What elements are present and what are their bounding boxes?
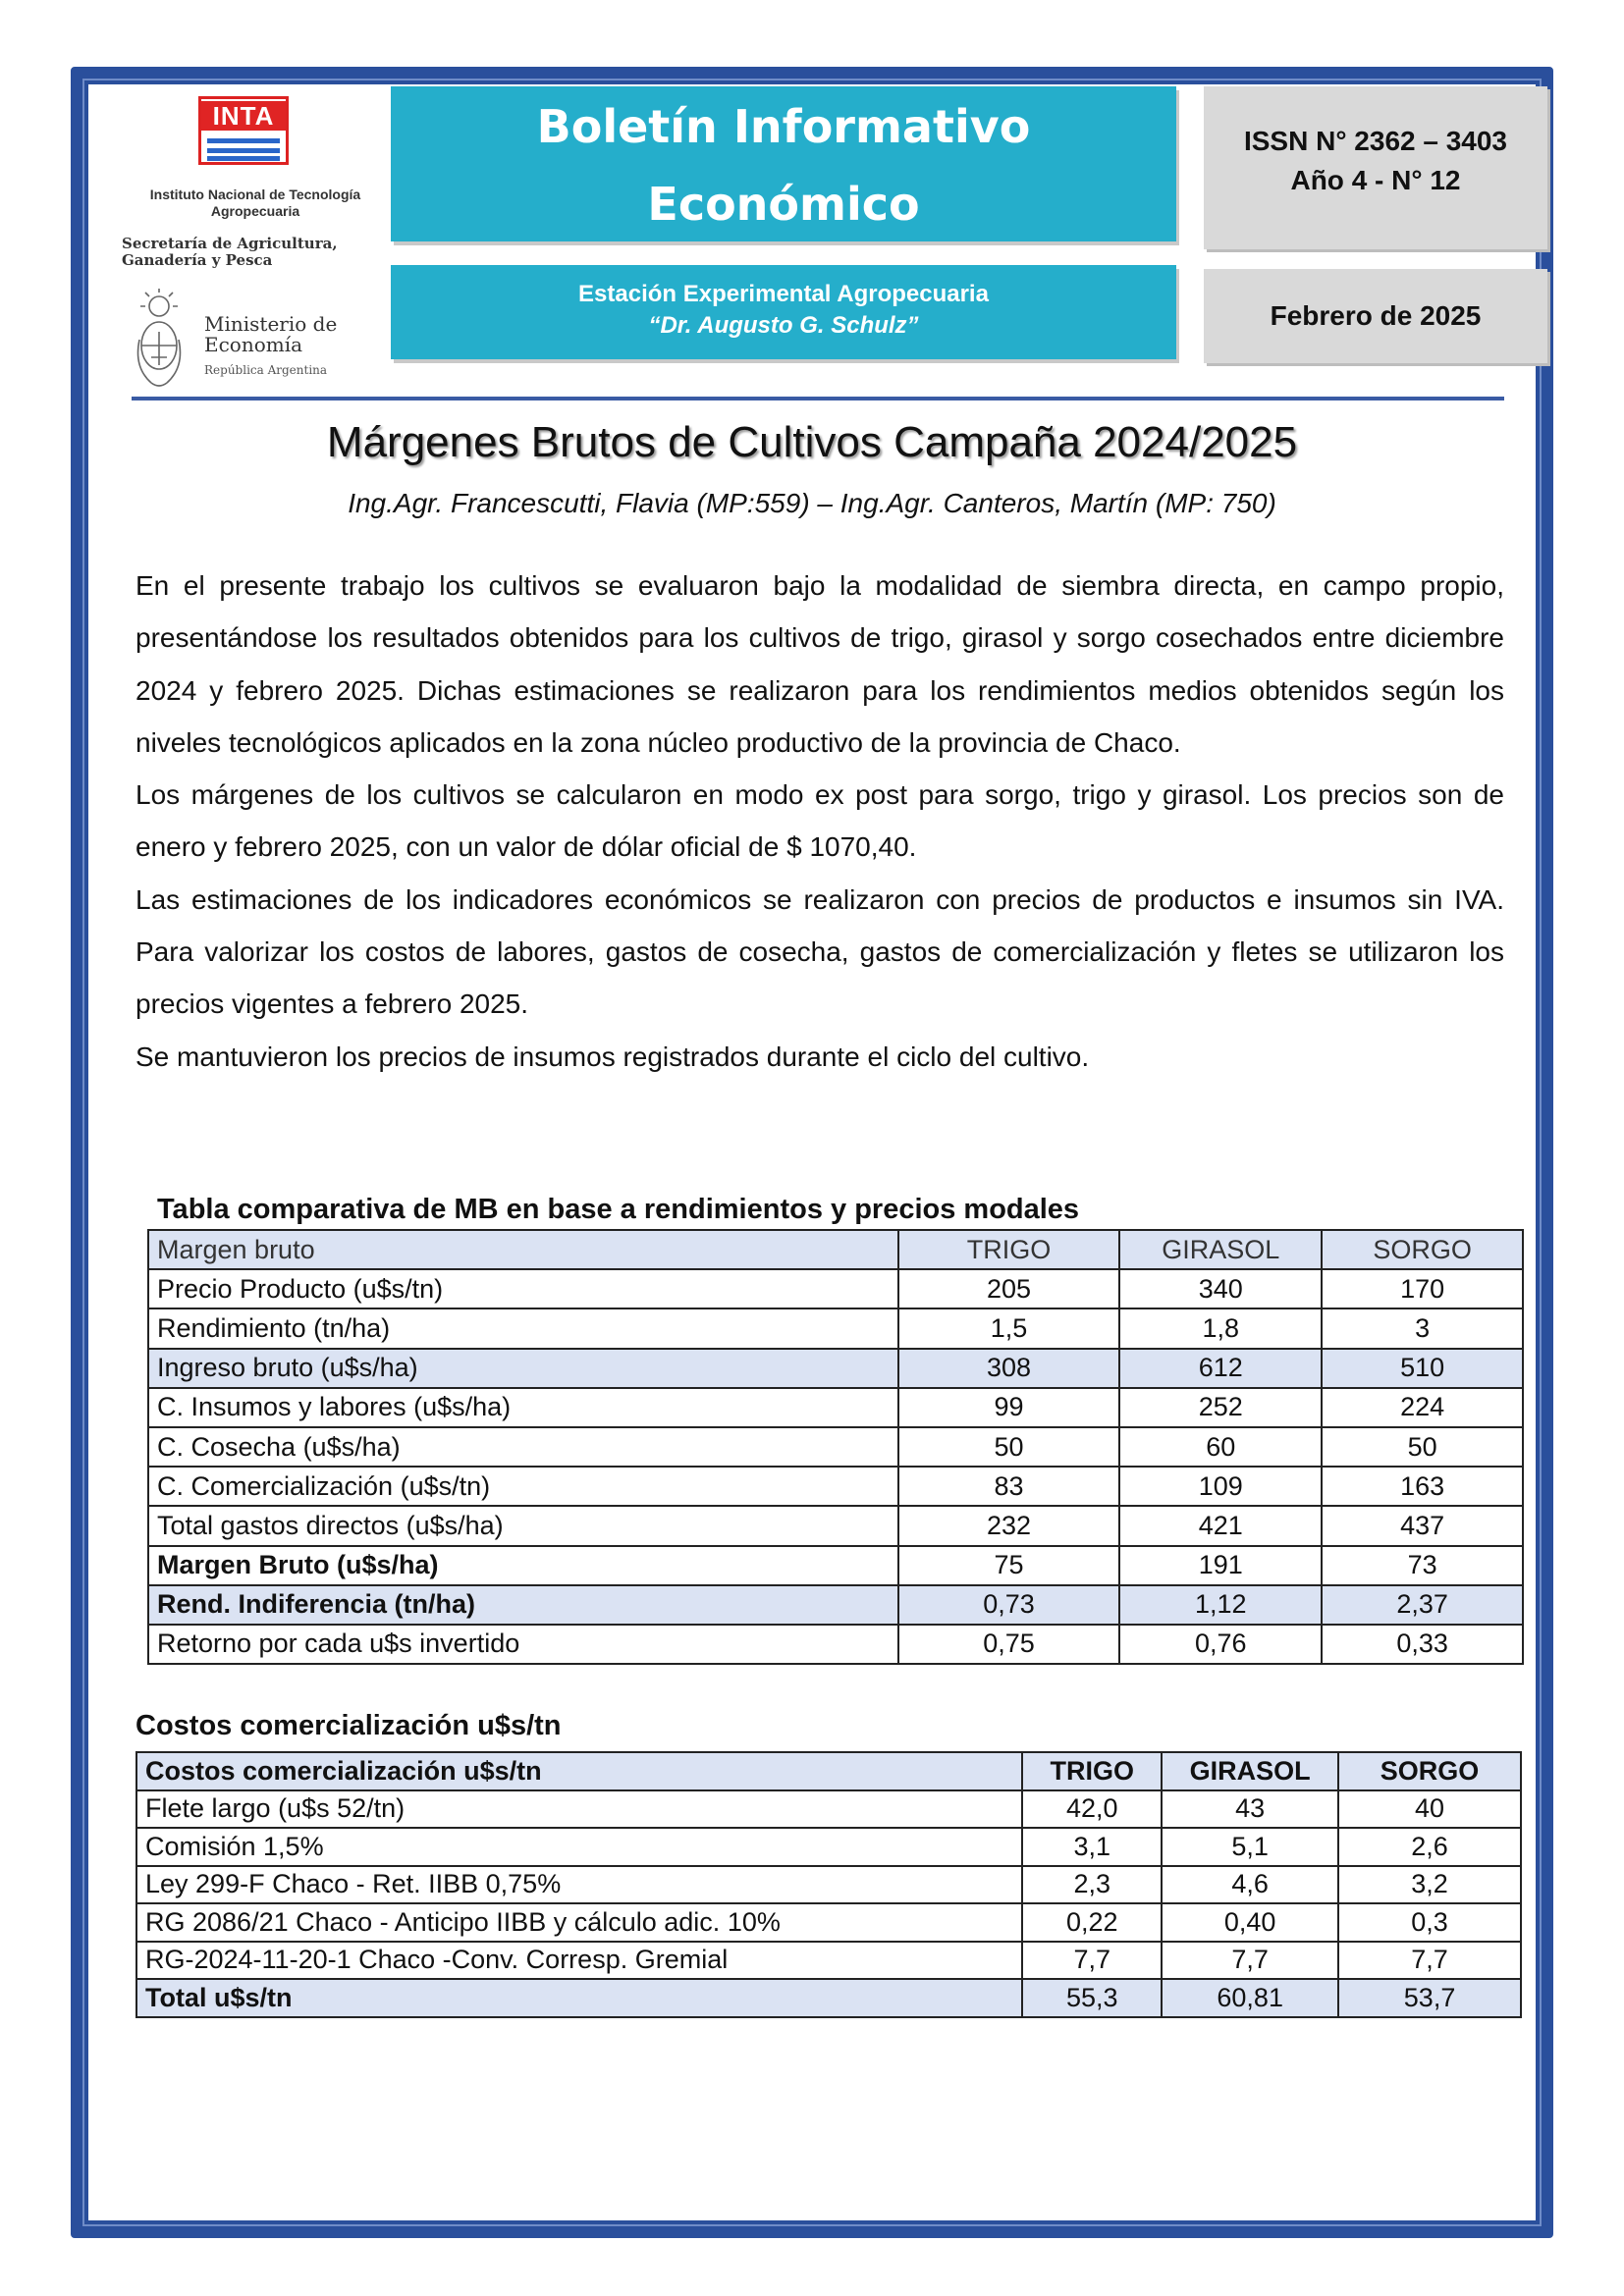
table-cell: 3,2 [1338, 1866, 1521, 1904]
table-cell: 7,7 [1162, 1942, 1338, 1980]
bulletin-title-line1: Boletín Informativo [536, 100, 1031, 153]
table-cell: 53,7 [1338, 1979, 1521, 2017]
table-cell: 50 [898, 1427, 1120, 1467]
station-name: Estación Experimental Agropecuaria [578, 281, 989, 307]
row-label: Ingreso bruto (u$s/ha) [148, 1349, 898, 1388]
table-row [148, 1427, 1523, 1467]
row-label: C. Comercialización (u$s/tn) [148, 1467, 898, 1506]
table-cell: 7,7 [1022, 1942, 1162, 1980]
table-cell: 163 [1322, 1467, 1523, 1506]
table-cell: 55,3 [1022, 1979, 1162, 2017]
header-divider [132, 397, 1504, 400]
table-header-row [148, 1230, 1523, 1269]
table-cell: 612 [1119, 1349, 1322, 1388]
table-row [148, 1467, 1523, 1506]
table-cell: 83 [898, 1467, 1120, 1506]
row-label: RG-2024-11-20-1 Chaco -Conv. Corresp. Gremial [136, 1942, 1022, 1980]
table-cell: 421 [1119, 1506, 1322, 1545]
column-header: TRIGO [1022, 1752, 1162, 1790]
table-cell: 60 [1119, 1427, 1322, 1467]
inta-logo [198, 96, 289, 165]
column-header: Costos comercialización u$s/tn [136, 1752, 1022, 1790]
inta-logo-text: INTA [201, 101, 286, 131]
table-cell: 308 [898, 1349, 1120, 1388]
table-cell: 0,73 [898, 1585, 1120, 1625]
table-row [148, 1585, 1523, 1625]
table-cell: 2,6 [1338, 1828, 1521, 1866]
issue-number: Año 4 - N° 12 [1290, 165, 1461, 195]
table-cell: 205 [898, 1269, 1120, 1308]
marketing-costs-table [135, 1751, 1522, 2018]
gross-margin-table [147, 1229, 1524, 1665]
table-cell: 0,22 [1022, 1903, 1162, 1942]
table-cell: 43 [1162, 1790, 1338, 1829]
table-cell: 340 [1119, 1269, 1322, 1308]
row-label: Retorno por cada u$s invertido [148, 1625, 898, 1664]
table-cell: 0,3 [1338, 1903, 1521, 1942]
table-cell: 252 [1119, 1388, 1322, 1427]
issue-date: Febrero de 2025 [1270, 300, 1482, 331]
coat-of-arms-icon [132, 289, 187, 391]
table-cell: 42,0 [1022, 1790, 1162, 1829]
paragraph: Las estimaciones de los indicadores económicos se realizaron con precios de productos e insumos sin IVA. Para valorizar los costos de labores, gastos de cosecha, gastos de comercialización y fletes se utilizaron los precios vigentes a febrero 2025. [135, 883, 1504, 1020]
table-cell: 7,7 [1338, 1942, 1521, 1980]
paragraph: Se mantuvieron los precios de insumos registrados durante el ciclo del cultivo. [135, 1041, 1090, 1072]
table-cell: 437 [1322, 1506, 1523, 1545]
article-authors: Ing.Agr. Francescutti, Flavia (MP:559) – Ing.Agr. Canteros, Martín (MP: 750) [348, 488, 1276, 518]
bulletin-title-line2: Económico [647, 178, 920, 231]
table-cell: 191 [1119, 1546, 1322, 1585]
table-cell: 75 [898, 1546, 1120, 1585]
article-body [135, 560, 1504, 1083]
column-header: GIRASOL [1162, 1752, 1338, 1790]
row-label: Rend. Indiferencia (tn/ha) [148, 1585, 898, 1625]
paragraph: En el presente trabajo los cultivos se evaluaron bajo la modalidad de siembra directa, en campo propio, presentándose los resultados obtenidos para los cultivos de trigo, girasol y sorgo cosechados entre diciembre 2024 y febrero 2025. Dichas estimaciones se realizaron para los rendimientos medios obtenidos según los niveles tecnológicos aplicados en la zona núcleo productivo de la provincia de Chaco. [135, 570, 1504, 758]
table1-caption: Tabla comparativa de MB en base a rendimientos y precios modales [157, 1194, 1080, 1225]
row-label: Ley 299-F Chaco - Ret. IIBB 0,75% [136, 1866, 1022, 1904]
table-cell: 232 [898, 1506, 1120, 1545]
table-cell: 50 [1322, 1427, 1523, 1467]
table-row [136, 1866, 1521, 1904]
table-cell: 0,75 [898, 1625, 1120, 1664]
institution-logos [118, 92, 383, 397]
table-row [148, 1546, 1523, 1585]
table-cell: 2,37 [1322, 1585, 1523, 1625]
table-cell: 1,12 [1119, 1585, 1322, 1625]
article-title: Márgenes Brutos de Cultivos Campaña 2024/2025 [326, 418, 1298, 466]
republica-name: República Argentina [204, 363, 328, 377]
column-header: SORGO [1322, 1230, 1523, 1269]
table-header-row [136, 1752, 1521, 1790]
table-row [148, 1506, 1523, 1545]
row-label: Total gastos directos (u$s/ha) [148, 1506, 898, 1545]
table-cell: 60,81 [1162, 1979, 1338, 2017]
table-row [136, 1903, 1521, 1942]
table-row [136, 1942, 1521, 1980]
secretaria-name: Secretaría de Agricultura, Ganadería y Pesca [122, 235, 338, 269]
table-cell: 3 [1322, 1308, 1523, 1348]
table-cell: 4,6 [1162, 1866, 1338, 1904]
table-cell: 5,1 [1162, 1828, 1338, 1866]
table-cell: 2,3 [1022, 1866, 1162, 1904]
table-row [136, 1979, 1521, 2017]
row-label: Margen Bruto (u$s/ha) [148, 1546, 898, 1585]
row-label: C. Cosecha (u$s/ha) [148, 1427, 898, 1467]
table-cell: 0,76 [1119, 1625, 1322, 1664]
column-header: TRIGO [898, 1230, 1120, 1269]
issn-number: ISSN N° 2362 – 3403 [1243, 126, 1508, 156]
table-row [148, 1269, 1523, 1308]
table-cell: 170 [1322, 1269, 1523, 1308]
table-cell: 0,40 [1162, 1903, 1338, 1942]
row-label: Total u$s/tn [136, 1979, 1022, 2017]
table-cell: 109 [1119, 1467, 1322, 1506]
table-cell: 40 [1338, 1790, 1521, 1829]
row-label: Rendimiento (tn/ha) [148, 1308, 898, 1348]
table-row [148, 1388, 1523, 1427]
station-subtitle: “Dr. Augusto G. Schulz” [648, 312, 919, 339]
column-header: GIRASOL [1119, 1230, 1322, 1269]
table-row [136, 1828, 1521, 1866]
row-label: Flete largo (u$s 52/tn) [136, 1790, 1022, 1829]
table-cell: 1,5 [898, 1308, 1120, 1348]
column-header: SORGO [1338, 1752, 1521, 1790]
table-row [148, 1308, 1523, 1348]
paragraph: Los márgenes de los cultivos se calcularon en modo ex post para sorgo, trigo y girasol. Los precios son de enero y febrero 2025, con un valor de dólar oficial de $ 1070,40. [135, 779, 1504, 863]
table2-caption: Costos comercialización u$s/tn [135, 1710, 562, 1741]
row-label: Precio Producto (u$s/tn) [148, 1269, 898, 1308]
table-row [136, 1790, 1521, 1829]
table-cell: 73 [1322, 1546, 1523, 1585]
bulletin-title-banner [391, 86, 1176, 241]
table-cell: 3,1 [1022, 1828, 1162, 1866]
institute-name: Instituto Nacional de Tecnología Agropecuaria [149, 187, 361, 219]
table-cell: 510 [1322, 1349, 1523, 1388]
issn-box [1204, 86, 1547, 249]
table-cell: 0,33 [1322, 1625, 1523, 1664]
date-box [1204, 269, 1547, 363]
table-row [148, 1349, 1523, 1388]
table-cell: 99 [898, 1388, 1120, 1427]
table-row [148, 1625, 1523, 1664]
station-banner [391, 265, 1176, 359]
row-label: RG 2086/21 Chaco - Anticipo IIBB y cálculo adic. 10% [136, 1903, 1022, 1942]
row-label: C. Insumos y labores (u$s/ha) [148, 1388, 898, 1427]
table-cell: 224 [1322, 1388, 1523, 1427]
row-label: Comisión 1,5% [136, 1828, 1022, 1866]
column-header: Margen bruto [148, 1230, 898, 1269]
table-cell: 1,8 [1119, 1308, 1322, 1348]
ministerio-name: Ministerio de Economía [204, 312, 338, 356]
